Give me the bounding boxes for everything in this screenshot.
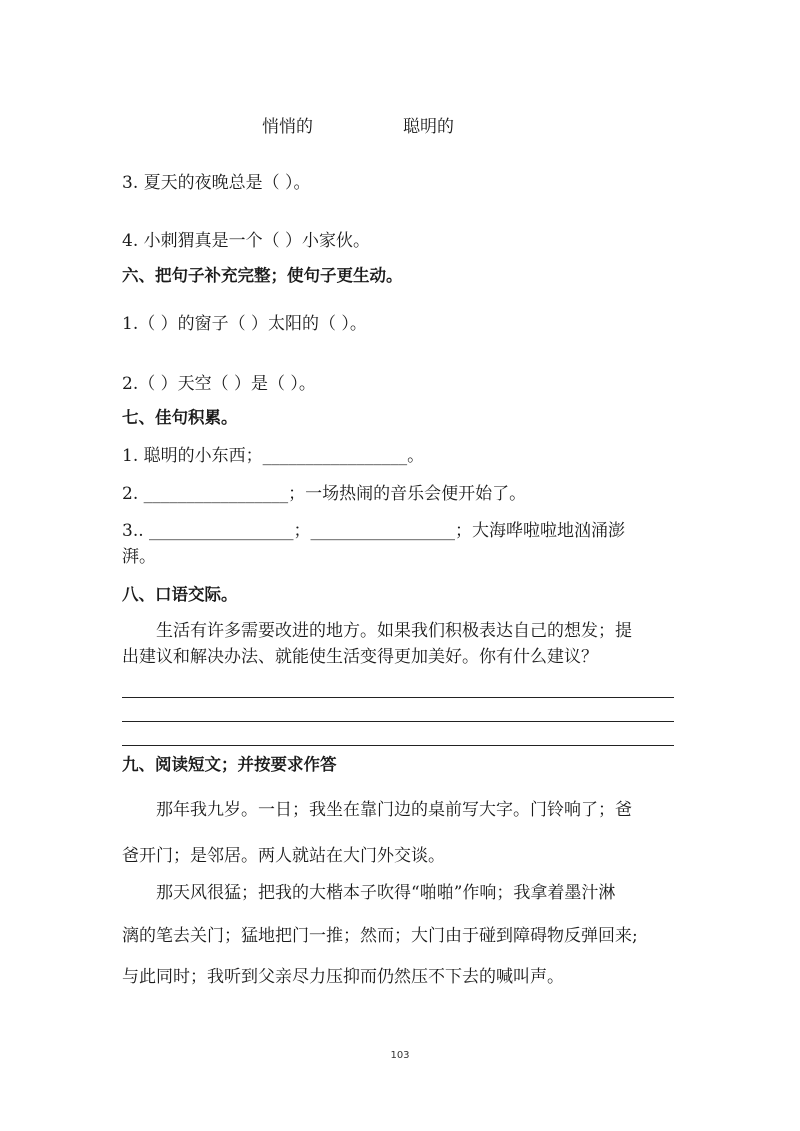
word-choice-2: 聪明的 [403,117,454,137]
section-7-heading: 七、佳句积累。 [122,408,238,427]
section-6-heading: 六、把句子补充完整；使句子更生动。 [122,266,403,285]
reading-paragraph-2-line-1: 那天风很猛；把我的大楷本子吹得“啪啪”作响；我拿着墨汁淋 [156,883,616,903]
section-7-question-3: 3.. _________________；_________________；大海哗啦啦地汹涌澎 [122,521,626,541]
fill-in-question-4: 4. 小刺猬真是一个（ ）小家伙。 [122,231,371,251]
reading-paragraph-2-line-3: 与此同时；我听到父亲尽力压抑而仍然压不下去的喊叫声。 [122,967,564,987]
section-9-heading: 九、阅读短文；并按要求作答 [122,755,337,774]
section-6-question-1: 1.（ ）的窗子（ ）太阳的（ ）。 [122,314,367,334]
answer-line-1 [122,697,674,698]
fill-in-question-3: 3. 夏天的夜晚总是（ ）。 [122,173,311,193]
section-8-heading: 八、口语交际。 [122,585,238,604]
answer-line-3 [122,745,674,746]
page-number: 103 [390,1050,410,1061]
section-7-question-1: 1. 聪明的小东西；_________________。 [122,446,425,466]
section-6-question-2: 2.（ ）天空（ ）是（ ）。 [122,374,316,394]
section-8-paragraph-line-2: 出建议和解决办法、就能使生活变得更加美好。你有什么建议？ [122,647,598,667]
section-7-question-3-continued: 湃。 [122,547,156,567]
reading-paragraph-1-line-2: 爸开门；是邻居。两人就站在大门外交谈。 [122,846,445,866]
reading-paragraph-2-line-2: 漓的笔去关门；猛地把门一推；然而；大门由于碰到障碍物反弹回来; [122,926,638,946]
reading-paragraph-1-line-1: 那年我九岁。一日；我坐在靠门边的桌前写大字。门铃响了；爸 [156,800,632,820]
section-7-question-2: 2. _________________；一场热闹的音乐会便开始了。 [122,484,527,504]
word-choice-1: 悄悄的 [262,117,313,137]
section-8-paragraph-line-1: 生活有许多需要改进的地方。如果我们积极表达自己的想发；提 [156,621,632,641]
answer-line-2 [122,721,674,722]
